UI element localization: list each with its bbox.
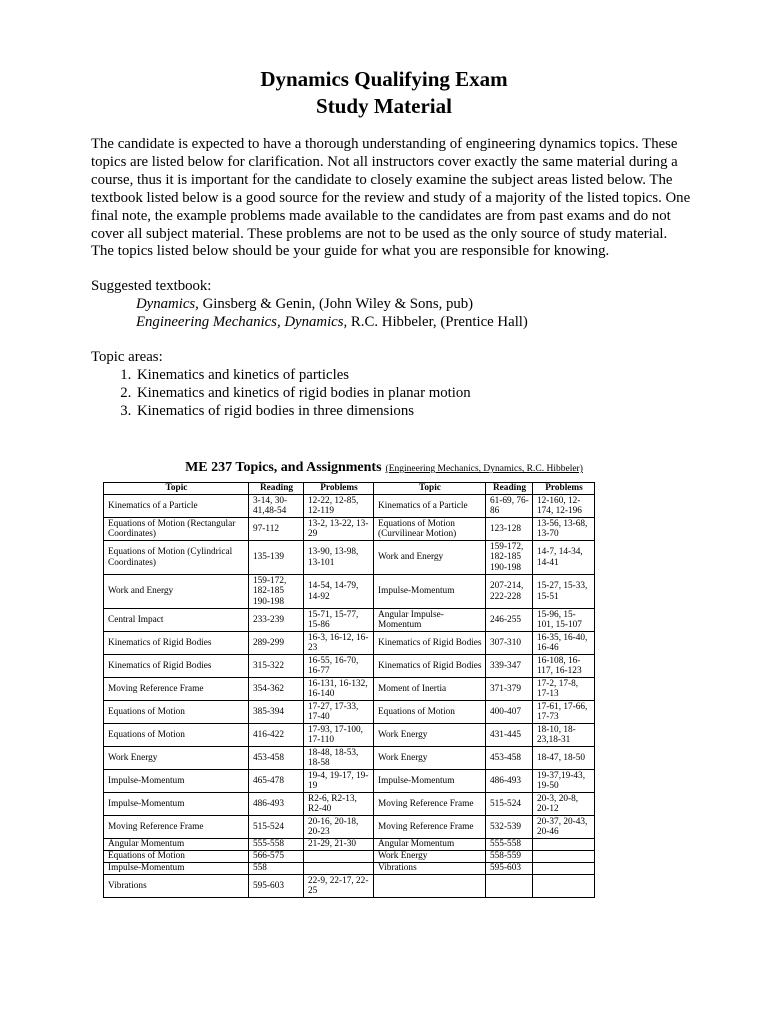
topic-cell: Kinematics of Rigid Bodies <box>104 655 249 678</box>
problems-cell: 18-47, 18-50 <box>533 747 595 770</box>
topic-cell: Moving Reference Frame <box>374 816 486 839</box>
problems-cell: 17-27, 17-33, 17-40 <box>304 701 374 724</box>
reading-cell: 3-14, 30-41,48-54 <box>249 495 304 518</box>
topic-cell: Moving Reference Frame <box>104 816 249 839</box>
table-row <box>104 747 595 770</box>
topic-cell: Impulse-Momentum <box>104 863 249 875</box>
reading-cell: 515-524 <box>249 816 304 839</box>
problems-cell: 13-90, 13-98, 13-101 <box>304 541 374 575</box>
reading-cell: 453-458 <box>249 747 304 770</box>
topic-cell: Work and Energy <box>374 541 486 575</box>
topic-cell: Equations of Motion (Curvilinear Motion) <box>374 518 486 541</box>
table-row <box>104 518 595 541</box>
topic-cell: Vibrations <box>374 863 486 875</box>
topic-cell: Work Energy <box>374 851 486 863</box>
table-caption <box>0 458 768 476</box>
textbook-1-details: Ginsberg & Genin, (John Wiley & Sons, pub) <box>198 296 474 313</box>
table-caption-sub: (Engineering Mechanics, Dynamics, R.C. Hibbeler) <box>385 464 583 474</box>
page-title: Dynamics Qualifying Exam <box>260 67 508 91</box>
problems-cell: 14-54, 14-79, 14-92 <box>304 575 374 609</box>
table-row <box>104 609 595 632</box>
reading-cell: 315-322 <box>249 655 304 678</box>
problems-cell: 18-10, 18-23,18-31 <box>533 724 595 747</box>
topic-cell <box>374 875 486 898</box>
table-row <box>104 632 595 655</box>
table-row <box>104 701 595 724</box>
problems-cell <box>304 863 374 875</box>
column-header: Reading <box>486 483 533 495</box>
topic-cell: Kinematics of Rigid Bodies <box>374 655 486 678</box>
problems-cell <box>533 851 595 863</box>
topic-area-item: 2. Kinematics and kinetics of rigid bodies in planar motion <box>135 385 691 403</box>
page-subtitle: Study Material <box>316 94 452 118</box>
problems-cell: 13-2, 13-22, 13-29 <box>304 518 374 541</box>
table-row <box>104 851 595 863</box>
reading-cell: 465-478 <box>249 770 304 793</box>
problems-cell: 16-131, 16-132, 16-140 <box>304 678 374 701</box>
problems-cell: 21-29, 21-30 <box>304 839 374 851</box>
topic-cell: Kinematics of Rigid Bodies <box>104 632 249 655</box>
problems-cell: 20-37, 20-43, 20-46 <box>533 816 595 839</box>
reading-cell: 515-524 <box>486 793 533 816</box>
topic-cell: Impulse-Momentum <box>104 793 249 816</box>
topic-cell: Angular Impulse-Momentum <box>374 609 486 632</box>
intro-section <box>91 136 691 421</box>
table-row <box>104 839 595 851</box>
topic-cell: Equations of Motion <box>374 701 486 724</box>
topic-cell: Kinematics of Rigid Bodies <box>374 632 486 655</box>
topic-areas-heading: Topic areas: <box>91 349 163 366</box>
topic-cell: Equations of Motion <box>104 701 249 724</box>
reading-cell: 566-575 <box>249 851 304 863</box>
table-row <box>104 678 595 701</box>
topic-cell: Angular Momentum <box>374 839 486 851</box>
problems-cell: 22-9, 22-17, 22-25 <box>304 875 374 898</box>
reading-cell: 486-493 <box>249 793 304 816</box>
textbook-1 <box>91 296 691 314</box>
problems-cell: 20-3, 20-8, 20-12 <box>533 793 595 816</box>
topic-cell: Equations of Motion (Rectangular Coordinates) <box>104 518 249 541</box>
reading-cell: 135-139 <box>249 541 304 575</box>
problems-cell: 12-160, 12-174, 12-196 <box>533 495 595 518</box>
column-header: Problems <box>304 483 374 495</box>
reading-cell: 123-128 <box>486 518 533 541</box>
textbook-2-details: R.C. Hibbeler, (Prentice Hall) <box>347 314 528 331</box>
column-header: Reading <box>249 483 304 495</box>
reading-cell: 486-493 <box>486 770 533 793</box>
table-row <box>104 875 595 898</box>
reading-cell: 431-445 <box>486 724 533 747</box>
problems-cell: 17-93, 17-100, 17-110 <box>304 724 374 747</box>
textbook-1-title: Dynamics, <box>136 296 199 313</box>
problems-cell <box>533 839 595 851</box>
topic-cell: Equations of Motion <box>104 851 249 863</box>
reading-cell: 385-394 <box>249 701 304 724</box>
column-header: Topic <box>374 483 486 495</box>
reading-cell: 307-310 <box>486 632 533 655</box>
problems-cell <box>533 863 595 875</box>
reading-cell: 416-422 <box>249 724 304 747</box>
reading-cell: 246-255 <box>486 609 533 632</box>
topic-areas-list <box>91 367 691 421</box>
table-body <box>104 495 595 898</box>
intro-paragraph: The candidate is expected to have a thorough understanding of engineering dynamics topics. These topics are listed below for clarification. Not all instructors cover exactly the same material during a course, thus it is important for the candidate to closely examine the subject areas listed below. The textbook listed below is a good source for the review and study of a majority of the listed topics. One final note, the example problems made available to the candidates are from past exams and do not cover all subject material. These problems are not to be used as the only source of study material. The topics listed below should be your guide for what you are responsible for knowing. <box>91 136 691 260</box>
problems-cell: 13-56, 13-68, 13-70 <box>533 518 595 541</box>
topic-cell: Angular Momentum <box>104 839 249 851</box>
topic-cell: Vibrations <box>104 875 249 898</box>
topic-cell: Moment of Inertia <box>374 678 486 701</box>
topic-cell: Moving Reference Frame <box>374 793 486 816</box>
topic-cell: Central Impact <box>104 609 249 632</box>
problems-cell: 14-7, 14-34, 14-41 <box>533 541 595 575</box>
reading-cell: 371-379 <box>486 678 533 701</box>
reading-cell: 233-239 <box>249 609 304 632</box>
topic-cell: Work and Energy <box>104 575 249 609</box>
reading-cell: 97-112 <box>249 518 304 541</box>
table-row <box>104 793 595 816</box>
reading-cell <box>486 875 533 898</box>
problems-cell: 18-48, 18-53, 18-58 <box>304 747 374 770</box>
textbook-heading: Suggested textbook: <box>91 278 212 295</box>
reading-cell: 289-299 <box>249 632 304 655</box>
reading-cell: 558-559 <box>486 851 533 863</box>
topic-cell: Equations of Motion (Cylindrical Coordinates) <box>104 541 249 575</box>
reading-cell: 159-172, 182-185 190-198 <box>249 575 304 609</box>
problems-cell: 12-22, 12-85, 12-119 <box>304 495 374 518</box>
reading-cell: 532-539 <box>486 816 533 839</box>
reading-cell: 555-558 <box>249 839 304 851</box>
topic-cell: Impulse-Momentum <box>374 770 486 793</box>
table-caption-main: ME 237 Topics, and Assignments <box>185 460 382 475</box>
topic-cell: Kinematics of a Particle <box>374 495 486 518</box>
topic-cell: Work Energy <box>374 724 486 747</box>
reading-cell: 400-407 <box>486 701 533 724</box>
reading-cell: 555-558 <box>486 839 533 851</box>
table-header-row <box>104 483 595 495</box>
table-row <box>104 724 595 747</box>
column-header: Problems <box>533 483 595 495</box>
reading-cell: 558 <box>249 863 304 875</box>
table-row <box>104 495 595 518</box>
table-row <box>104 770 595 793</box>
problems-cell: 17-2, 17-8, 17-13 <box>533 678 595 701</box>
reading-cell: 159-172, 182-185 190-198 <box>486 541 533 575</box>
problems-cell: 15-96, 15-101, 15-107 <box>533 609 595 632</box>
problems-cell: 19-37,19-43, 19-50 <box>533 770 595 793</box>
table-row <box>104 655 595 678</box>
topic-cell: Work Energy <box>104 747 249 770</box>
topic-cell: Equations of Motion <box>104 724 249 747</box>
topic-cell: Work Energy <box>374 747 486 770</box>
topic-area-item: 3. Kinematics of rigid bodies in three dimensions <box>135 403 691 421</box>
reading-cell: 339-347 <box>486 655 533 678</box>
table-row <box>104 541 595 575</box>
textbook-2-title: Engineering Mechanics, Dynamics, <box>136 314 348 331</box>
problems-cell: 16-55, 16-70, 16-77 <box>304 655 374 678</box>
reading-cell: 595-603 <box>249 875 304 898</box>
textbook-2 <box>91 314 691 332</box>
title-block <box>0 66 768 120</box>
problems-cell: 20-16, 20-18, 20-23 <box>304 816 374 839</box>
table-row <box>104 863 595 875</box>
problems-cell: R2-6, R2-13, R2-40 <box>304 793 374 816</box>
problems-cell <box>533 875 595 898</box>
problems-cell: 16-35, 16-40, 16-46 <box>533 632 595 655</box>
problems-cell: 17-61, 17-66, 17-73 <box>533 701 595 724</box>
reading-cell: 61-69, 76-86 <box>486 495 533 518</box>
topic-cell: Kinematics of a Particle <box>104 495 249 518</box>
assignments-table <box>103 482 595 898</box>
topic-cell: Impulse-Momentum <box>374 575 486 609</box>
problems-cell: 16-3, 16-12, 16-23 <box>304 632 374 655</box>
column-header: Topic <box>104 483 249 495</box>
problems-cell: 19-4, 19-17, 19-19 <box>304 770 374 793</box>
problems-cell: 15-27, 15-33, 15-51 <box>533 575 595 609</box>
table-row <box>104 575 595 609</box>
table-row <box>104 816 595 839</box>
problems-cell: 15-71, 15-77, 15-86 <box>304 609 374 632</box>
reading-cell: 207-214, 222-228 <box>486 575 533 609</box>
topic-cell: Moving Reference Frame <box>104 678 249 701</box>
reading-cell: 595-603 <box>486 863 533 875</box>
topic-cell: Impulse-Momentum <box>104 770 249 793</box>
problems-cell: 16-108, 16-117, 16-123 <box>533 655 595 678</box>
topic-area-item: 1. Kinematics and kinetics of particles <box>135 367 691 385</box>
reading-cell: 354-362 <box>249 678 304 701</box>
reading-cell: 453-458 <box>486 747 533 770</box>
problems-cell <box>304 851 374 863</box>
